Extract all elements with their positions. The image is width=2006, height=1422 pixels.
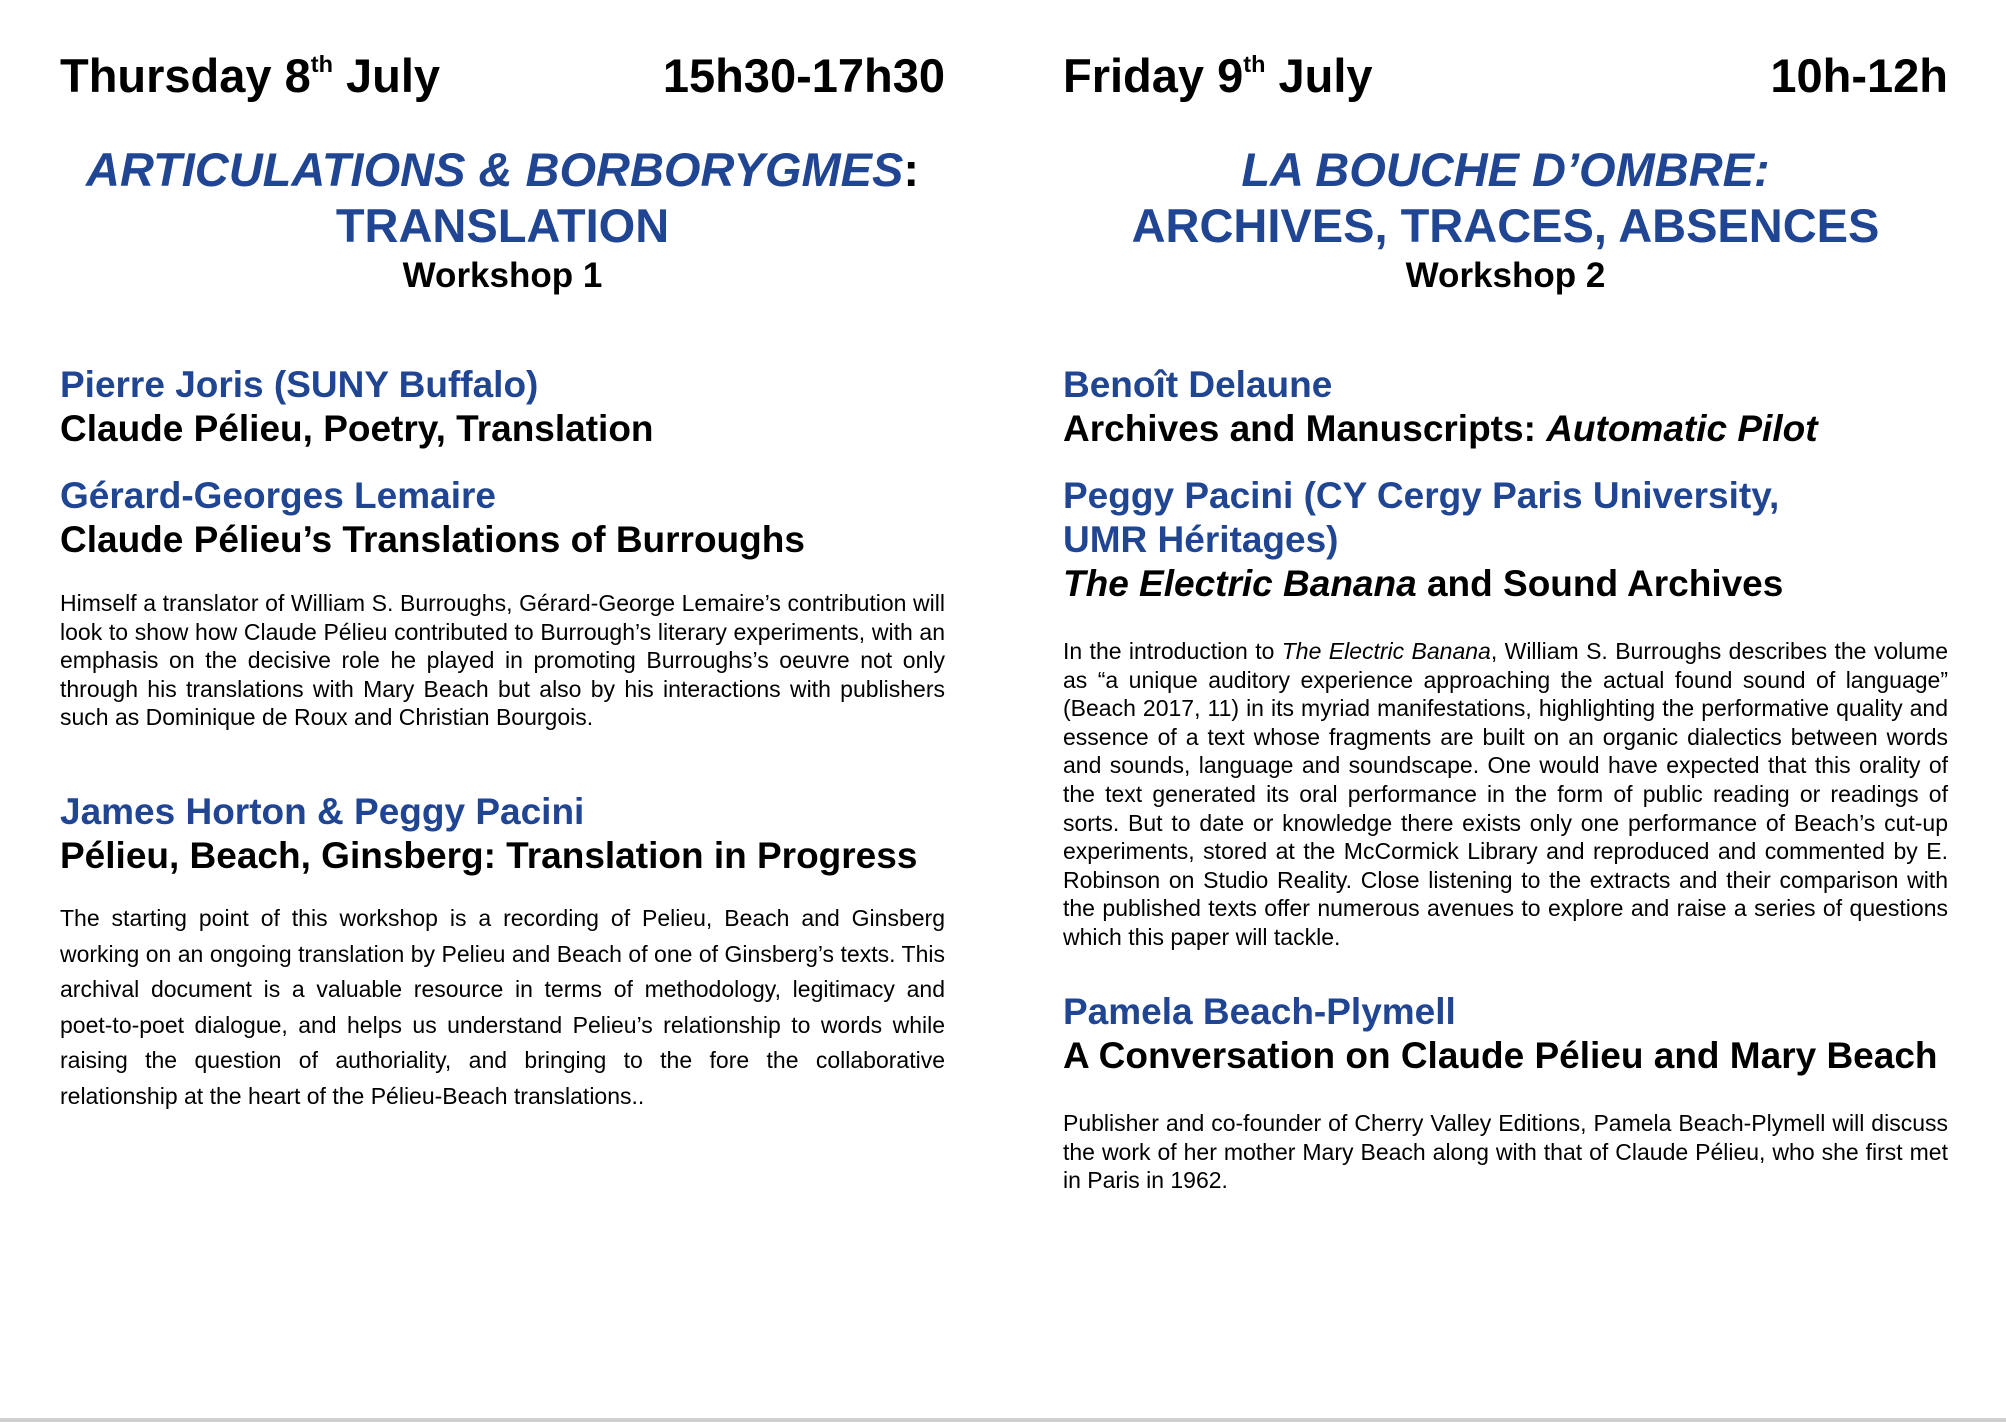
left-header [60,46,945,106]
speaker-name: Peggy Pacini (CY Cergy Paris University, UMR Héritages) [1063,475,1780,560]
bottom-divider [0,1418,2006,1422]
right-time: 10h-12h [1770,49,1948,102]
talk-title: Archives and Manuscripts: Automatic Pilot [1063,408,1818,449]
talk-title: The Electric Banana and Sound Archives [1063,563,1784,604]
workshop-1-title: ARTICULATIONS & BORBORYGMES: TRANSLATION [86,143,919,252]
talk-title: Pélieu, Beach, Ginsberg: Translation in Progress [60,835,918,876]
talk-abstract: The starting point of this workshop is a recording of Pelieu, Beach and Ginsberg working on an ongoing translation by Pelieu and Beach of one of Ginsberg’s texts. This archival document is a valuable resource in terms of methodology, legitimacy and poet-to-poet dialogue, and helps us understand Pelieu’s relationship to words while raising the question of authoriality, and bringing to the fore the collaborative relationship at the heart of the Pélieu-Beach translations.. [60,905,945,1109]
left-time: 15h30-17h30 [662,49,945,102]
workshop-2-title: LA BOUCHE D’OMBRE: ARCHIVES, TRACES, ABSENCES [1131,143,1880,252]
talk-abstract: In the introduction to The Electric Banana, William S. Burroughs describes the volume as “a unique auditory experience approaching the actual found sound of language” (Beach 2017, 11) in its myriad manifestations, highlighting the performative quality and essence of a text whose fragments are built on an organic dialectics between words and sounds, language and soundscape. One would have expected that this orality of the text generated its oral performance in the form of public reading or readings of sorts. But to date or knowledge there exists only one performance of Beach’s cut-up experiments, stored at the McCormick Library and reproduced and commented by E. Robinson on Studio Reality. Close listening to the extracts and their comparison with the published texts offer numerous avenues to explore and raise a series of questions which this paper will tackle. [1063,638,1948,950]
workshop-2-label: Workshop 2 [1405,256,1606,295]
talk-abstract: Himself a translator of William S. Burroughs, Gérard-George Lemaire’s contribution will look to show how Claude Pélieu contributed to Burrough’s literary experiments, with an emphasis on the decisive role he played in promoting Burroughs’s oeuvre not only through his translations with Mary Beach but also by his interactions with publishers such as Dominique de Roux and Christian Bourgois. [60,590,945,731]
speaker-name: Pamela Beach-Plymell [1063,991,1456,1032]
right-header [1063,46,1948,106]
speaker-name: Gérard-Georges Lemaire [60,475,496,516]
left-day: Thursday 8th July [60,49,441,102]
talk-title: Claude Pélieu’s Translations of Burroughs [60,519,805,560]
talk-title: Claude Pélieu, Poetry, Translation [60,408,654,449]
speaker-name: Pierre Joris (SUNY Buffalo) [60,364,539,405]
speaker-name: Benoît Delaune [1063,364,1333,405]
workshop-1-label: Workshop 1 [402,256,603,295]
speaker-name: James Horton & Peggy Pacini [60,791,585,832]
right-day: Friday 9th July [1063,49,1373,102]
talk-title: A Conversation on Claude Pélieu and Mary Beach [1063,1035,1938,1076]
talk-abstract: Publisher and co-founder of Cherry Valley Editions, Pamela Beach-Plymell will discuss the work of her mother Mary Beach along with that of Claude Pélieu, who she first met in Paris in 1962. [1063,1110,1948,1194]
